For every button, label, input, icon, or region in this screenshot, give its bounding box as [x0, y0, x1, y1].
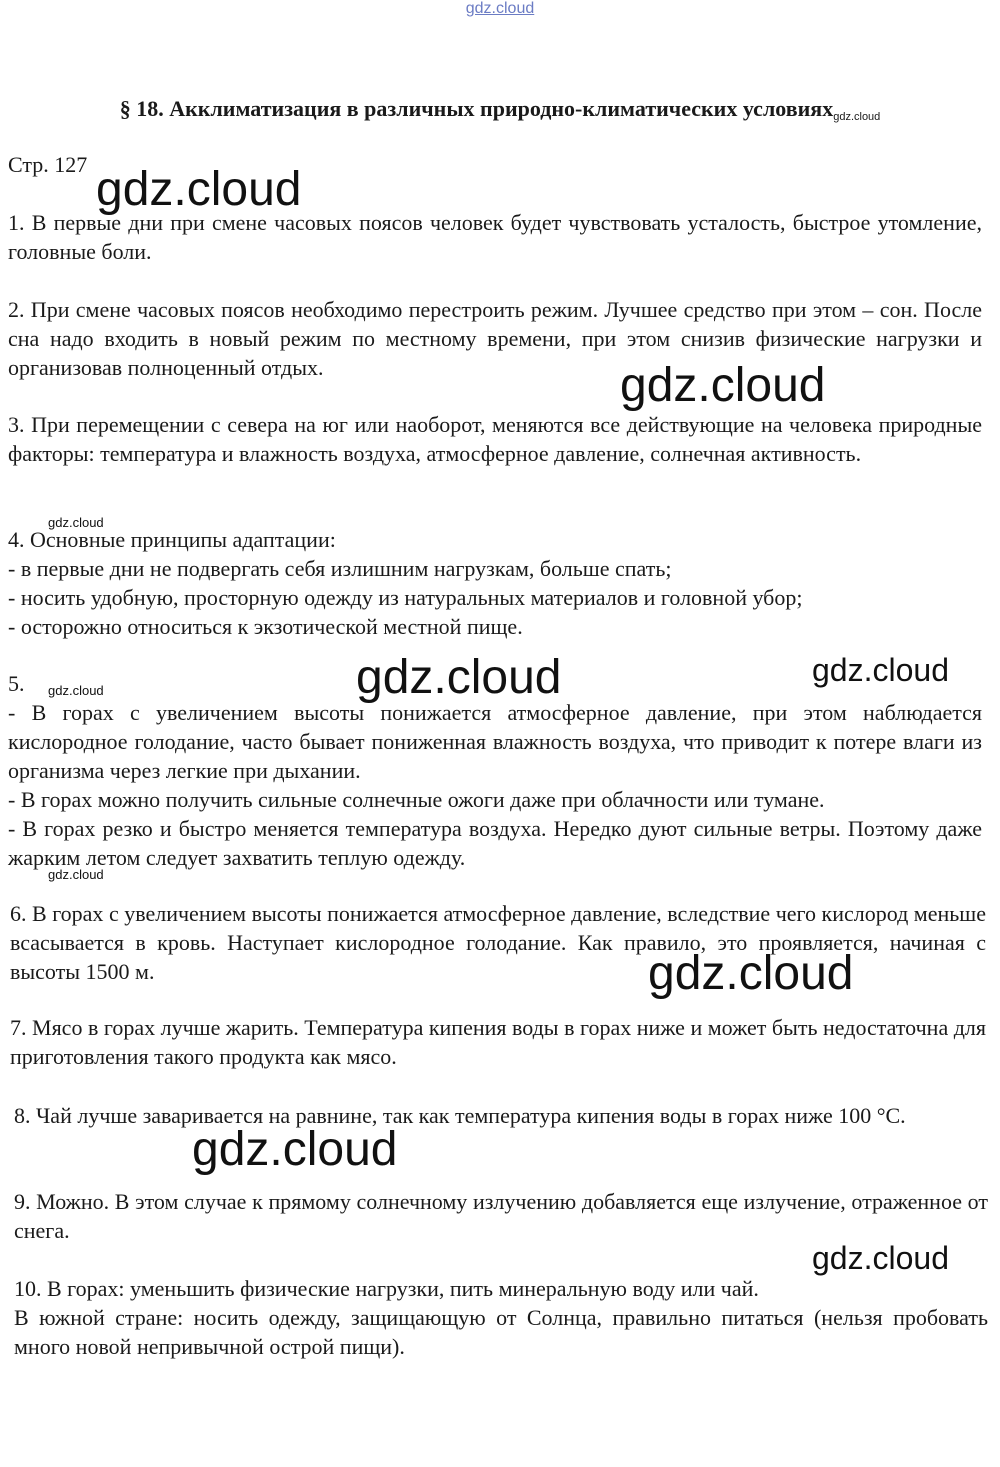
- watermark-small: gdz.cloud: [48, 515, 104, 530]
- answer-5-item: - В горах можно получить сильные солнечные ожоги даже при облачности или тумане.: [8, 787, 825, 812]
- answer-5-heading: 5.: [8, 671, 25, 696]
- section-title: [0, 96, 1000, 123]
- answer-3: 3. При перемещении с севера на юг или наоборот, меняются все действующие на человека природные факторы: температура и влажность воздуха, атмосферное давление, солнечная активность.: [8, 412, 982, 466]
- watermark: gdz.cloud: [812, 652, 949, 688]
- watermark: gdz.cloud: [192, 1123, 398, 1176]
- answer-6: 6. В горах с увеличением высоты понижается атмосферное давление, вследствие чего кислород меньше всасывается в кровь. Наступает кислородное голодание. Как правило, это проявляется, начиная с высоты 1500 м.: [10, 901, 986, 984]
- answer-7: 7. Мясо в горах лучше жарить. Температура кипения воды в горах ниже и может быть недостаточна для приготовления такого продукта как мясо.: [10, 1015, 986, 1069]
- answer-2: 2. При смене часовых поясов необходимо перестроить режим. Лучшее средство при этом – сон. После сна надо входить в новый режим по местному времени, при этом снизив физические нагрузки и организовав полноценный отдых.: [8, 297, 982, 380]
- watermark-small: gdz.cloud: [48, 683, 104, 698]
- watermark: gdz.cloud: [648, 947, 854, 1000]
- answer-4-heading: 4. Основные принципы адаптации:: [8, 527, 336, 552]
- watermark-small: gdz.cloud: [48, 867, 104, 882]
- answer-4-item: - носить удобную, просторную одежду из натуральных материалов и головной убор;: [8, 585, 803, 610]
- answer-5-item: - В горах с увеличением высоты понижается атмосферное давление, при этом наблюдается кислородное голодание, часто бывает пониженная влажность воздуха, что приводит к потере влаги из организма через легкие при дыхании.: [8, 700, 982, 783]
- watermark: gdz.cloud: [356, 651, 562, 704]
- answer-5-item: - В горах резко и быстро меняется температура воздуха. Нередко дуют сильные ветры. Поэтому даже жарким летом следует захватить теплую одежду.: [8, 816, 982, 870]
- answer-4-item: - в первые дни не подвергать себя излишним нагрузкам, больше спать;: [8, 556, 672, 581]
- answer-10-line: В южной стране: носить одежду, защищающую от Солнца, правильно питаться (нельзя пробовать много новой непривычной острой пищи).: [14, 1305, 988, 1359]
- answer-9: 9. Можно. В этом случае к прямому солнечному излучению добавляется еще излучение, отраженное от снега.: [14, 1189, 988, 1243]
- watermark: gdz.cloud: [620, 359, 826, 412]
- answer-10: [14, 1274, 988, 1361]
- title-watermark: gdz.cloud: [833, 111, 881, 123]
- answer-4: [8, 525, 982, 641]
- section-title-text: § 18. Акклиматизация в различных природно-климатических условиях: [119, 96, 834, 121]
- answer-10-line: 10. В горах: уменьшить физические нагрузки, пить минеральную воду или чай.: [14, 1276, 759, 1301]
- page-reference: Стр. 127: [8, 152, 88, 177]
- watermark: gdz.cloud: [96, 163, 302, 216]
- watermark: gdz.cloud: [812, 1240, 949, 1276]
- answer-8: 8. Чай лучше заваривается на равнине, так как температура кипения воды в горах ниже 100 °С.: [14, 1103, 906, 1128]
- answer-4-item: - осторожно относиться к экзотической местной пище.: [8, 614, 523, 639]
- site-link[interactable]: gdz.cloud: [465, 0, 535, 17]
- answer-1: 1. В первые дни при смене часовых поясов человек будет чувствовать усталость, быстрое утомление, головные боли.: [8, 210, 982, 264]
